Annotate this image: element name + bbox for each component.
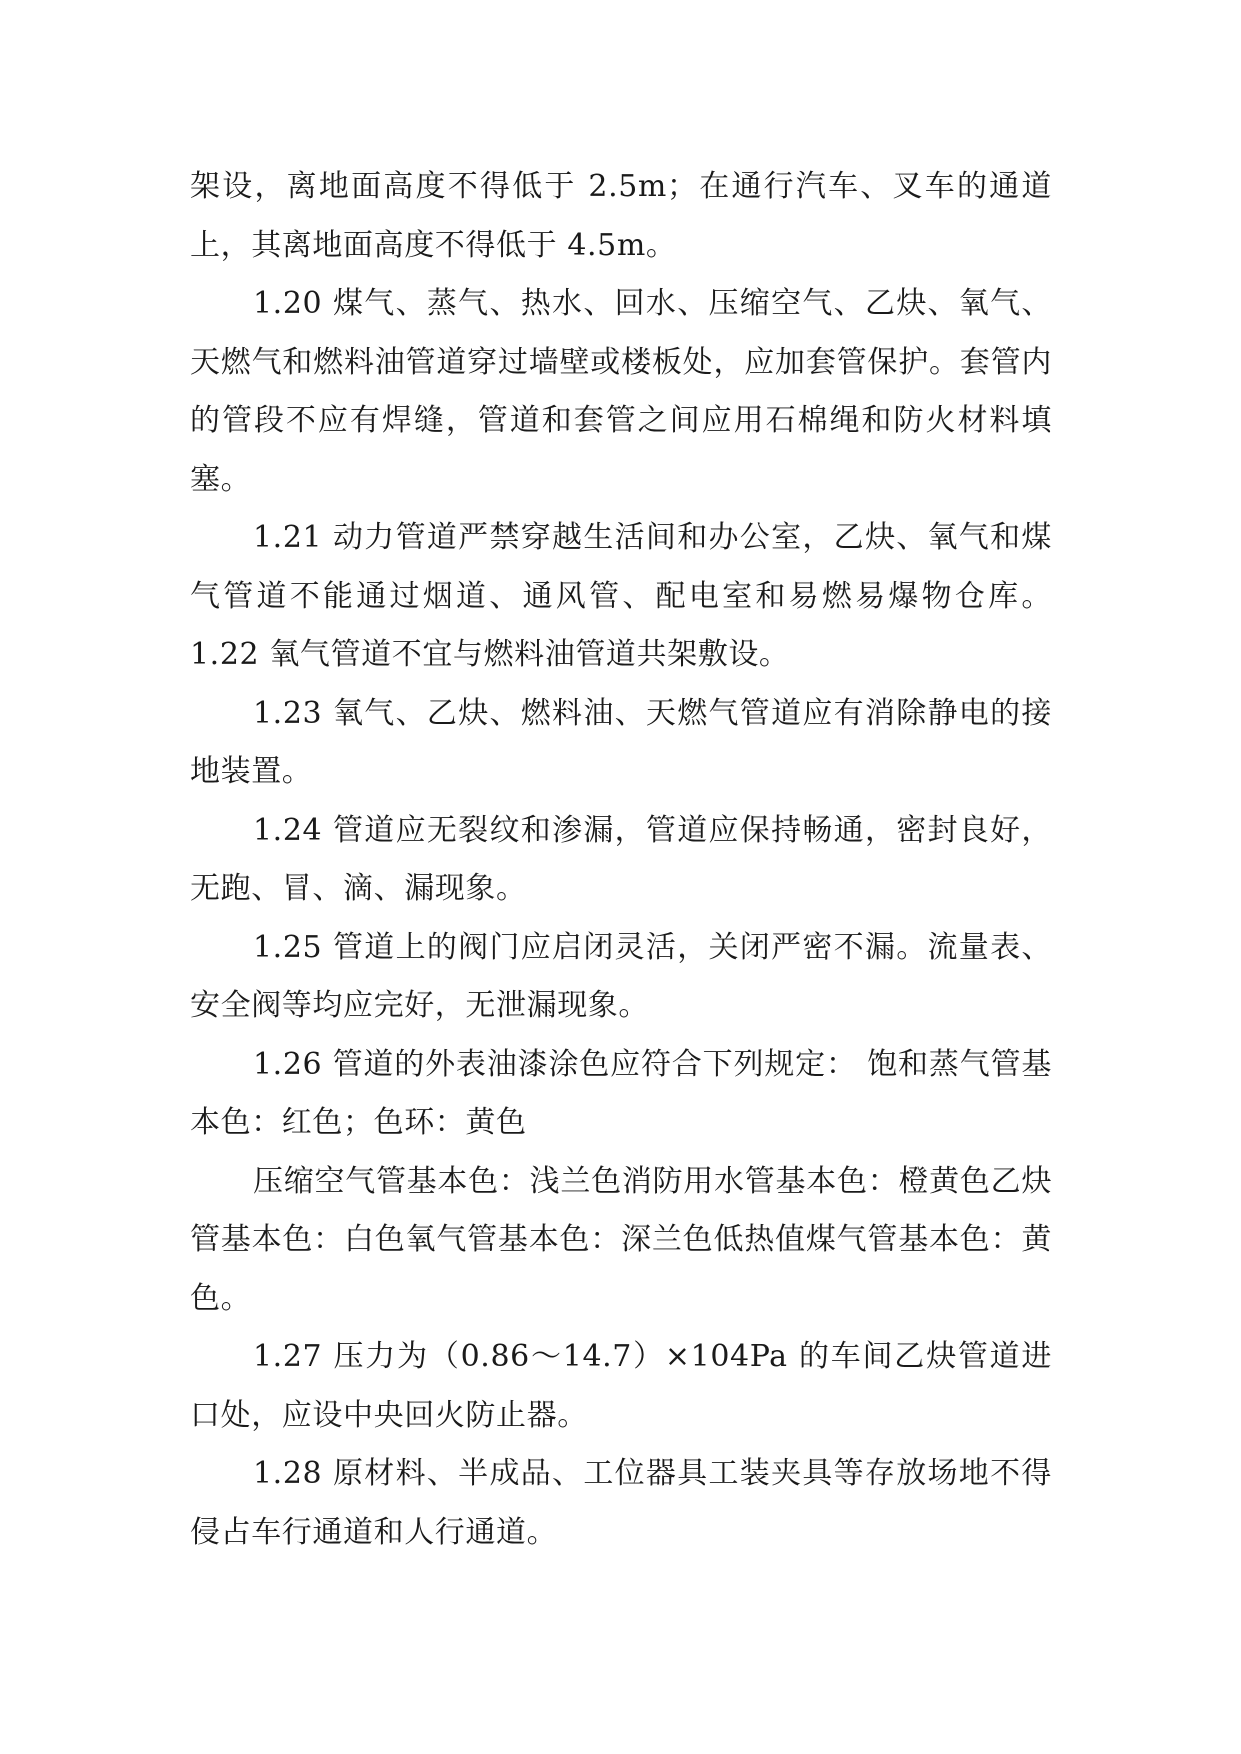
paragraph-1-26: 1.26 管道的外表油漆涂色应符合下列规定： 饱和蒸气管基本色：红色；色环：黄色 — [190, 1046, 1052, 1140]
paragraph-1-23: 1.23 氧气、乙炔、燃料油、天燃气管道应有消除静电的接地装置。 — [190, 695, 1052, 789]
paragraph-1-28: 1.28 原材料、半成品、工位器具工装夹具等存放场地不得侵占车行通道和人行通道。 — [190, 1456, 1052, 1550]
paragraph-1-20: 1.20 煤气、蒸气、热水、回水、压缩空气、乙炔、氧气、天燃气和燃料油管道穿过墙壁或楼板处，应加套管保护。套管内的管段不应有焊缝，管道和套管之间应用石棉绳和防火材料填塞。 — [190, 286, 1052, 497]
paragraph-1-24: 1.24 管道应无裂纹和渗漏，管道应保持畅通，密封良好，无跑、冒、滴、漏现象。 — [190, 812, 1052, 906]
paragraph-pipe-colors: 压缩空气管基本色：浅兰色消防用水管基本色：橙黄色乙炔管基本色：白色氧气管基本色：深兰色低热值煤气管基本色：黄色。 — [190, 1163, 1052, 1316]
paragraph-1-21: 1.21 动力管道严禁穿越生活间和办公室，乙炔、氧气和煤气管道不能通过烟道、通风管、配电室和易燃易爆物仓库。 1.22 氧气管道不宜与燃料油管道共架敷设。 — [190, 520, 1052, 672]
document-body — [190, 158, 1052, 1562]
paragraph-1-25: 1.25 管道上的阀门应启闭灵活，关闭严密不漏。流量表、安全阀等均应完好，无泄漏现象。 — [190, 929, 1052, 1023]
paragraph-continuation: 架设，离地面高度不得低于 2.5m；在通行汽车、叉车的通道上，其离地面高度不得低于 4.5m。 — [190, 169, 1052, 263]
paragraph-1-27: 1.27 压力为（0.86～14.7）×104Pa 的车间乙炔管道进口处，应设中央回火防止器。 — [190, 1339, 1052, 1433]
